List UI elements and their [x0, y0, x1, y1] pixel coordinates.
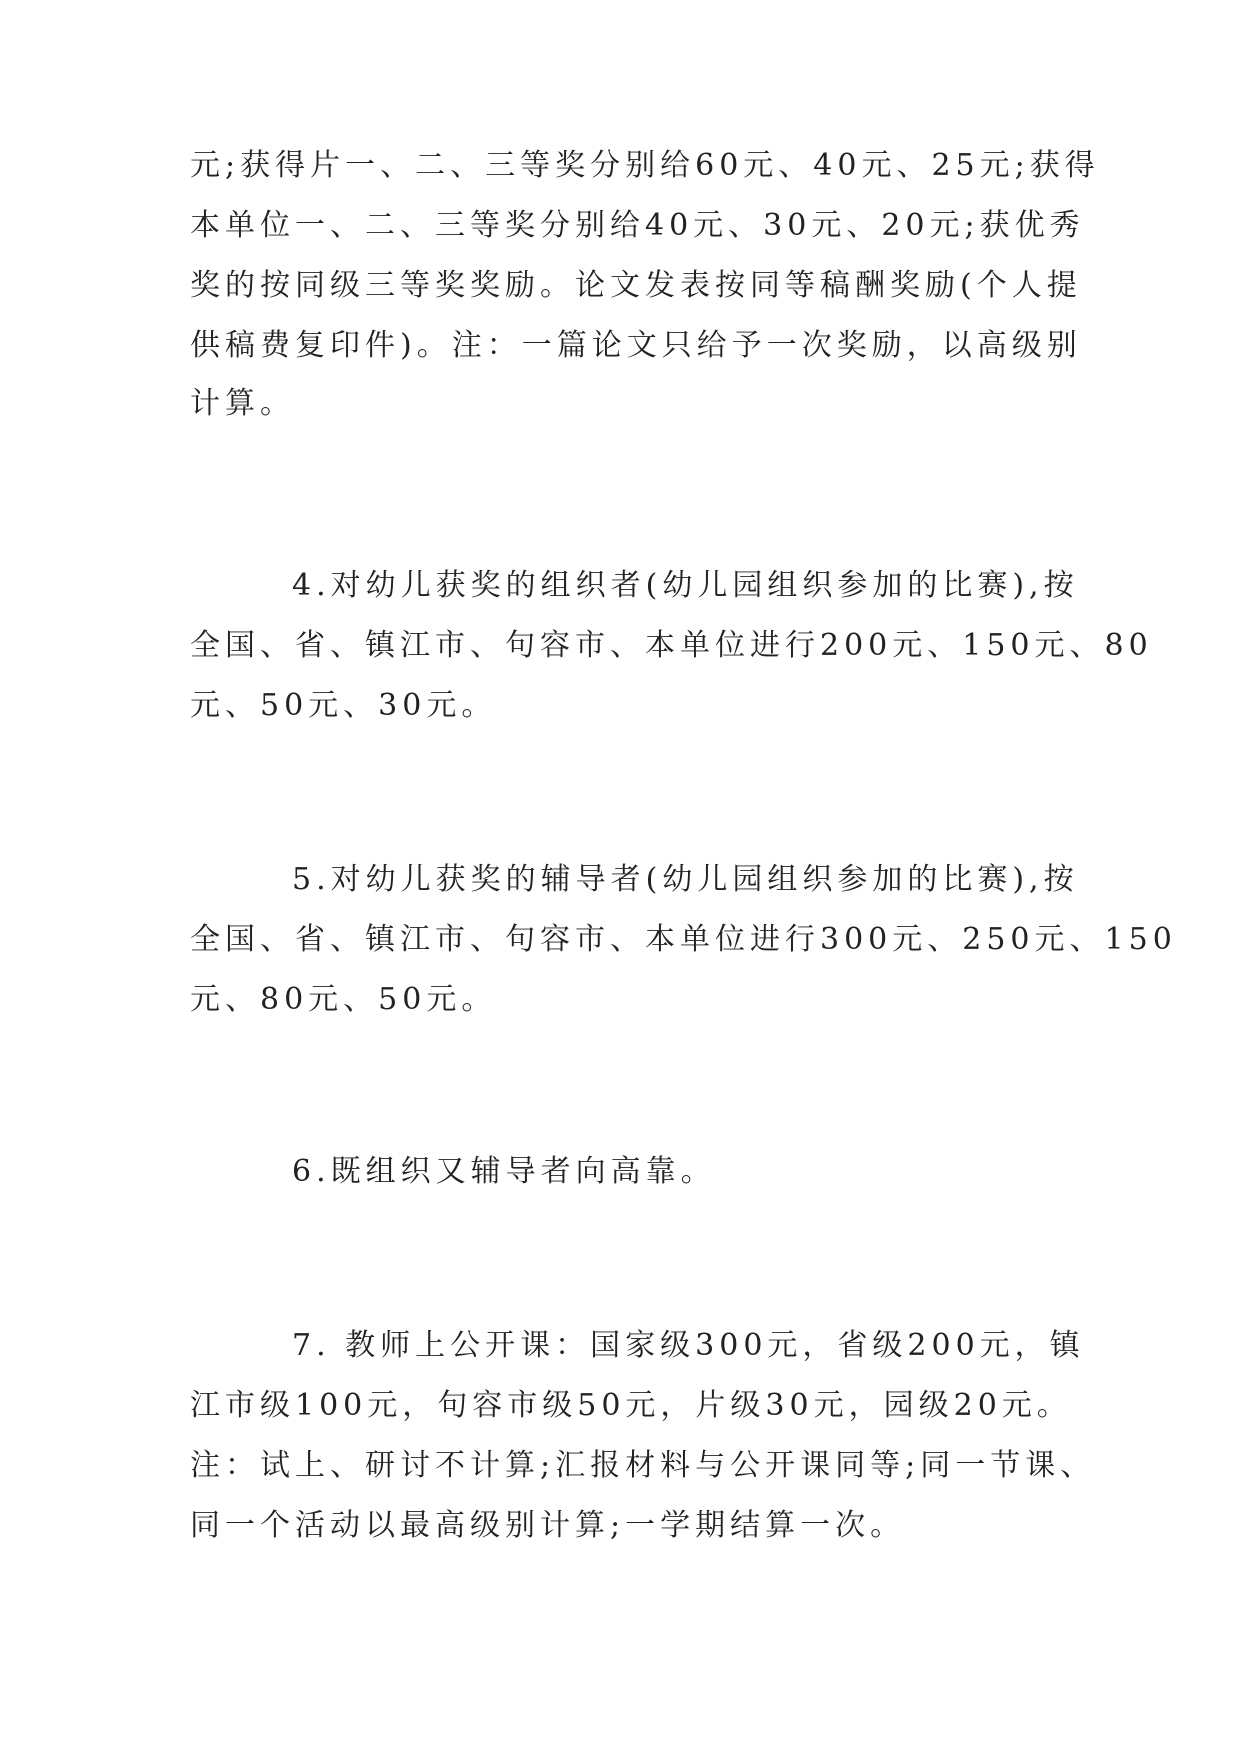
text-line: 6.既组织又辅导者向高靠。: [292, 1154, 716, 1189]
text-line: 5.对幼儿获奖的辅导者(幼儿园组织参加的比赛),按: [292, 862, 1079, 897]
text-line: 4.对幼儿获奖的组织者(幼儿园组织参加的比赛),按: [292, 568, 1079, 603]
text-line: 奖的按同级三等奖奖励。论文发表按同等稿酬奖励(个人提: [190, 268, 1082, 303]
text-line: 全国、省、镇江市、句容市、本单位进行200元、150元、80: [190, 628, 1153, 663]
text-line: 元、80元、50元。: [190, 982, 497, 1017]
text-line: 注：试上、研讨不计算;汇报材料与公开课同等;同一节课、: [190, 1448, 1096, 1483]
text-line: 江市级100元，句容市级50元，片级30元，园级20元。: [190, 1388, 1072, 1423]
text-line: 元;获得片一、二、三等奖分别给60元、40元、25元;获得: [190, 148, 1100, 183]
text-line: 元、50元、30元。: [190, 688, 497, 723]
text-line: 本单位一、二、三等奖分别给40元、30元、20元;获优秀: [190, 208, 1085, 243]
text-line: 计算。: [190, 386, 295, 421]
text-line: 7. 教师上公开课：国家级300元，省级200元，镇: [292, 1328, 1085, 1363]
text-line: 全国、省、镇江市、句容市、本单位进行300元、250元、150: [190, 922, 1177, 957]
text-line: 供稿费复印件)。注：一篇论文只给予一次奖励，以高级别: [190, 328, 1082, 363]
text-line: 同一个活动以最高级别计算;一学期结算一次。: [190, 1508, 906, 1543]
